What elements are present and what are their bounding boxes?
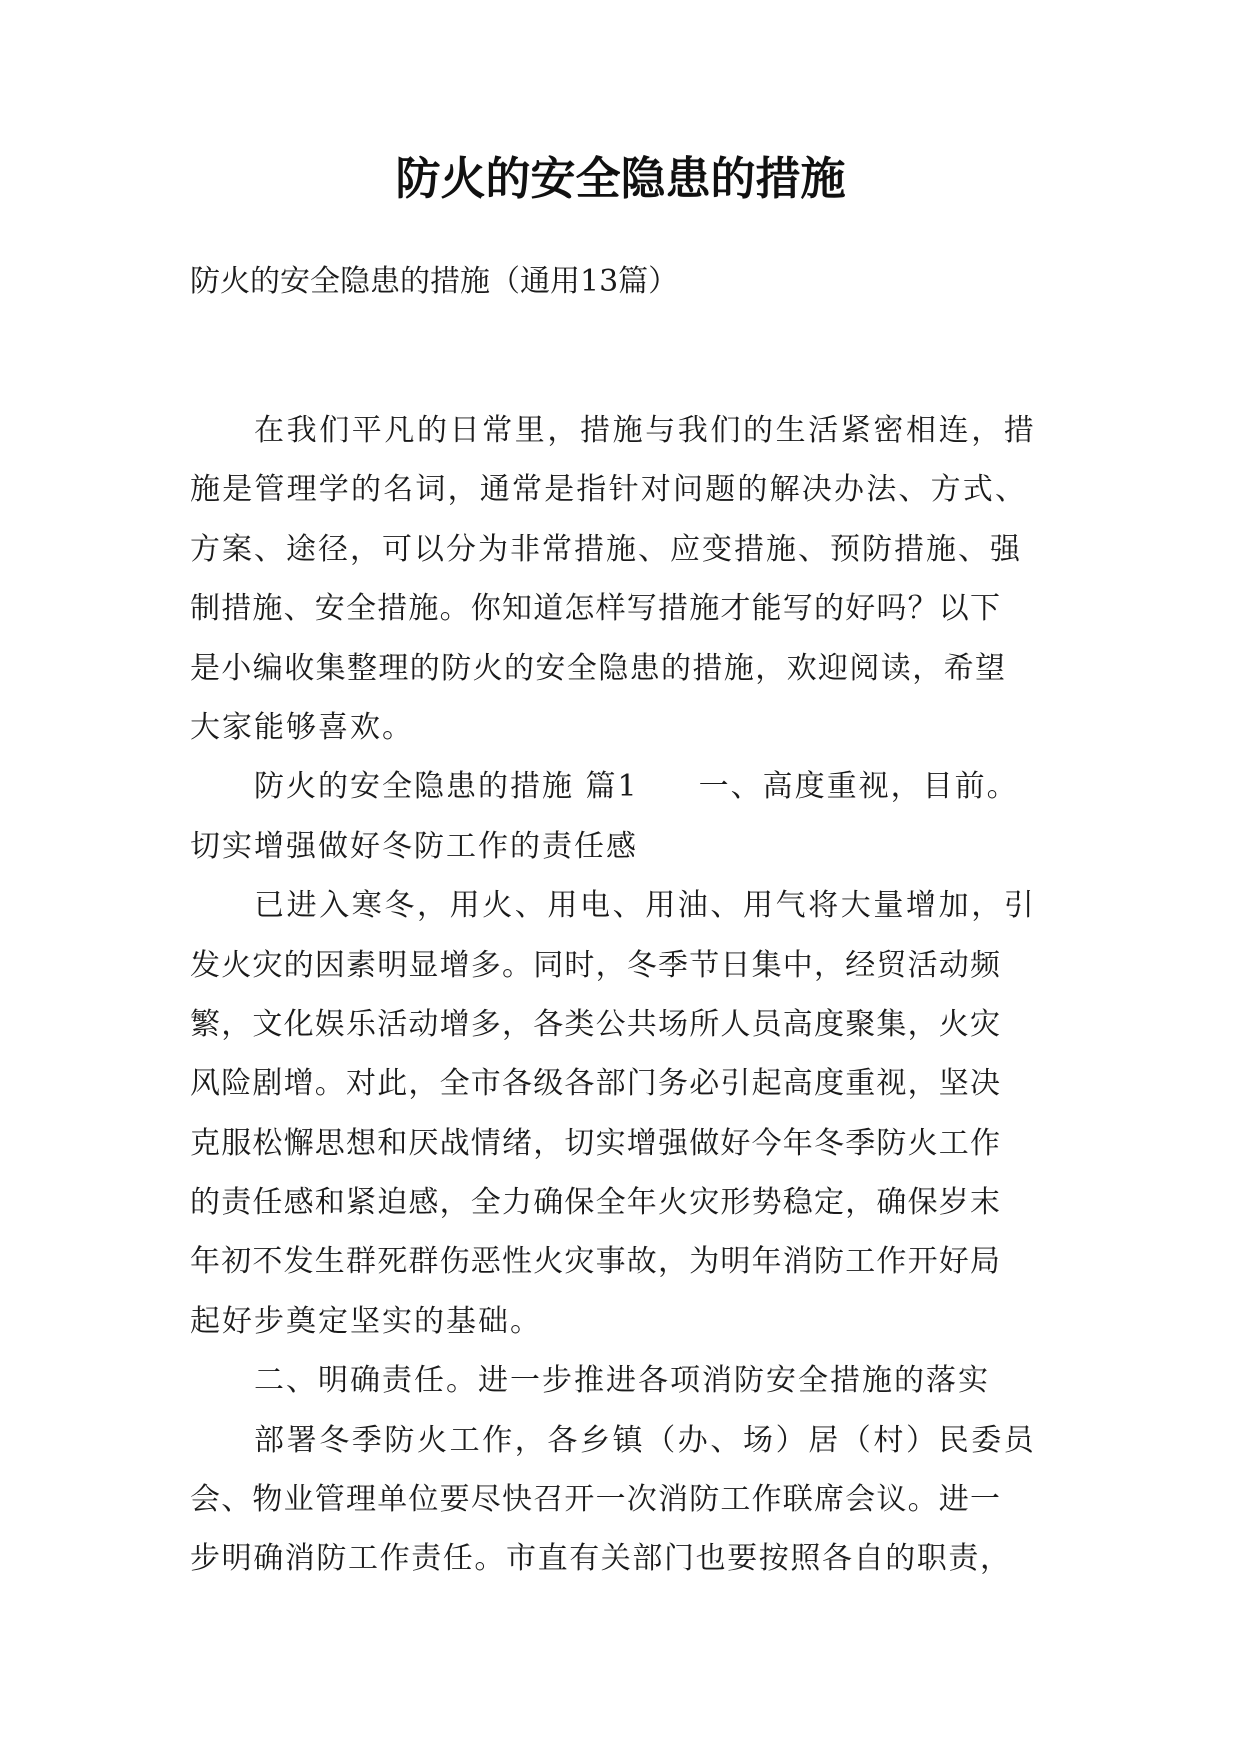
section-2-line: 会、物业管理单位要尽快召开一次消防工作联席会议。进一 <box>190 1482 1002 1518</box>
section-1-line: 起好步奠定坚实的基础。 <box>190 1303 542 1339</box>
section-1-line: 已进入寒冬，用火、用电、用油、用气将大量增加，引 <box>254 888 1037 924</box>
intro-line: 在我们平凡的日常里，措施与我们的生活紧密相连，措 <box>254 413 1037 448</box>
section-1-line: 发火灾的因素明显增多。同时，冬季节日集中，经贸活动频 <box>190 947 1002 983</box>
intro-line: 是小编收集整理的防火的安全隐患的措施，欢迎阅读，希望 <box>190 650 1007 686</box>
intro-line: 方案、途径，可以分为非常措施、应变措施、预防措施、强 <box>190 531 1022 567</box>
section-1-heading-cont: 切实增强做好冬防工作的责任感 <box>190 828 638 864</box>
section-2-line: 部署冬季防火工作，各乡镇（办、场）居（村）民委员 <box>254 1422 1037 1458</box>
intro-line: 施是管理学的名词，通常是指针对问题的解决办法、方式、 <box>190 472 1028 508</box>
intro-line: 制措施、安全措施。你知道怎样写措施才能写的好吗？以下 <box>190 591 1002 627</box>
document-subtitle: 防火的安全隐患的措施（通用13篇） <box>190 264 679 299</box>
section-2-heading: 二、明确责任。进一步推进各项消防安全措施的落实 <box>254 1363 990 1399</box>
document-body <box>190 401 1070 1589</box>
section-1-heading <box>190 757 1070 816</box>
section-1-line: 繁，文化娱乐活动增多，各类公共场所人员高度聚集，火灾 <box>190 1006 1002 1042</box>
intro-line: 大家能够喜欢。 <box>190 709 414 745</box>
section-2-line: 步明确消防工作责任。市直有关部门也要按照各自的职责， <box>190 1541 1012 1577</box>
document-title: 防火的安全隐患的措施 <box>395 152 846 205</box>
section-1-heading-title: 防火的安全隐患的措施 篇1 <box>254 769 639 805</box>
section-1-heading-point: 一、高度重视，目前。 <box>698 769 1019 805</box>
section-1-line: 年初不发生群死群伤恶性火灾事故，为明年消防工作开好局 <box>190 1244 1002 1280</box>
section-1-line: 风险剧增。对此，全市各级各部门务必引起高度重视，坚决 <box>190 1066 1002 1102</box>
section-1-line: 的责任感和紧迫感，全力确保全年火灾形势稳定，确保岁末 <box>190 1185 1002 1221</box>
section-1-line: 克服松懈思想和厌战情绪，切实增强做好今年冬季防火工作 <box>190 1125 1002 1161</box>
